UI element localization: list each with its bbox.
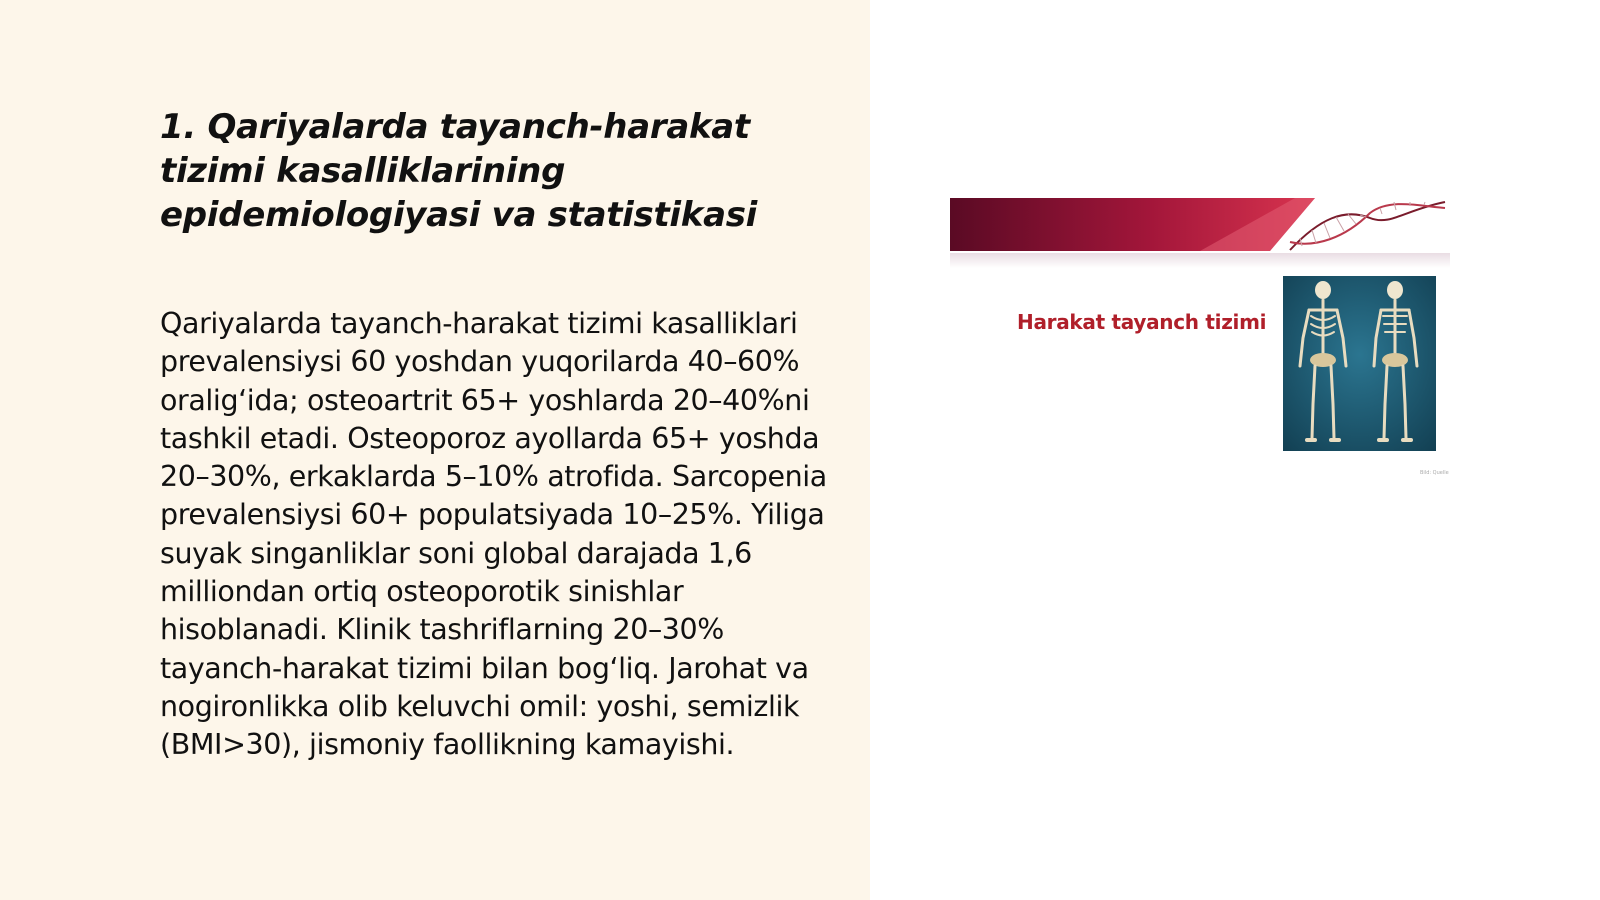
slide-title: 1. Qariyalarda tayanch-harakat tizimi kasalliklarining epidemiologiyasi va statistikasi bbox=[160, 107, 758, 235]
banner-graphic bbox=[950, 198, 1450, 268]
figure-caption: Bild: Quelle bbox=[1420, 470, 1449, 476]
dna-helix-icon bbox=[1290, 202, 1445, 250]
slide-thumbnail-figure bbox=[950, 198, 1450, 483]
slide-body-text: Qariyalarda tayanch-harakat tizimi kasalliklari prevalensiysi 60 yoshdan yuqorilarda 40–60% oralig‘ida; osteoartrit 65+ yoshlarda 20–40%ni tashkil etadi. Osteoporoz ayollarda 65+ yoshda 20–30%, erkaklarda 5–10% atrofida. Sarcopenia prevalensiysi 60+ populatsiyada 10–25%. Yiliga suyak singanliklar soni global darajada 1,6 milliondan ortiq osteoporotik sinishlar hisoblanadi. Klinik tashriflarning 20–30% tayanch-harakat tizimi bilan bog‘liq. Jarohat va nogironlikka olib keluvchi omil: yoshi, semizlik (BMI>30), jismoniy faollikning kamayishi. bbox=[160, 307, 827, 762]
skeleton-image bbox=[1283, 276, 1436, 451]
figure-title: Harakat tayanch tizimi bbox=[1017, 310, 1267, 334]
